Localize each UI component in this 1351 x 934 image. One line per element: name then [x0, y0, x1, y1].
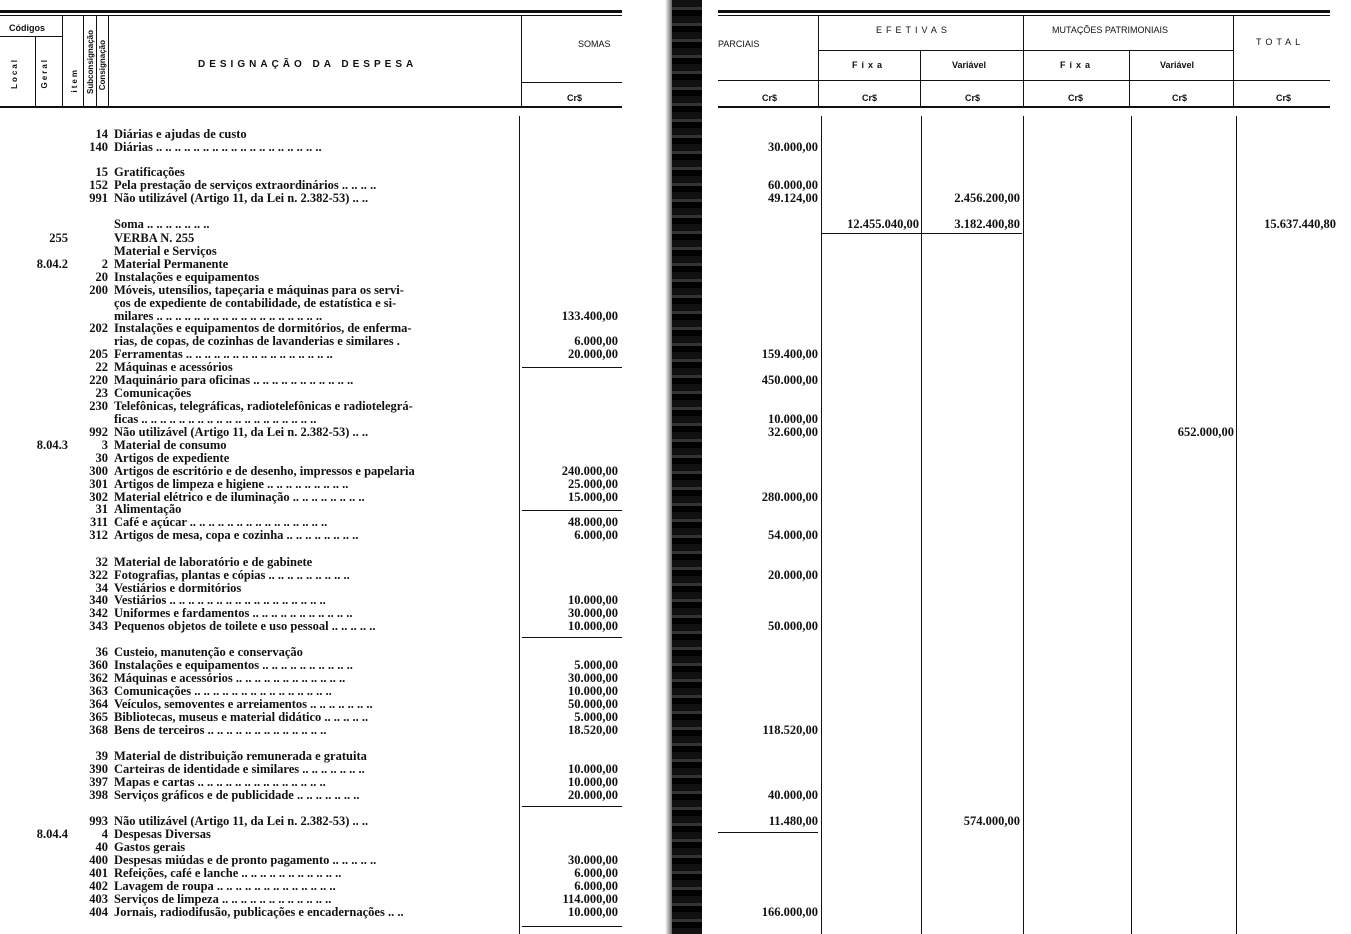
cell-desc: Não utilizável (Artigo 11, da Lei n. 2.382-53) .. ..: [114, 815, 369, 828]
cell-desc: Pela prestação de serviços extraordinários .. .. .. ..: [114, 179, 377, 192]
cell-code: 14: [95, 128, 108, 141]
cell-code: 205: [89, 348, 108, 361]
hdr-vline-1: [35, 36, 36, 106]
cell-soma: 30.000,00: [568, 854, 618, 867]
cell-code: 301: [89, 478, 108, 491]
cell-code: 39: [95, 750, 108, 763]
subtotal-rule: [822, 233, 922, 234]
cell-code: 30: [95, 452, 108, 465]
top-rule-left-thin: [0, 15, 622, 16]
header-efetivas: EFETIVAS: [876, 25, 951, 35]
cell-soma: 10.000,00: [568, 594, 618, 607]
header-designacao: DESIGNAÇÃO DA DESPESA: [198, 59, 418, 70]
cell-soma: 10.000,00: [568, 776, 618, 789]
cell-soma: 30.000,00: [568, 607, 618, 620]
cell-soma: 20.000,00: [568, 789, 618, 802]
header-mutacoes-variavel-unit: Cr$: [1172, 93, 1188, 103]
rhdr-v1: [818, 16, 819, 108]
cell-mutacoes-variavel: 652.000,00: [1177, 426, 1234, 439]
cell-code: 40: [95, 841, 108, 854]
cell-desc: Veículos, semoventes e arreiamentos .. .. .. .. .. .. ..: [114, 698, 373, 711]
cell-desc: Não utilizável (Artigo 11, da Lei n. 2.382-53) .. ..: [114, 426, 369, 439]
cell-soma: 240.000,00: [561, 465, 618, 478]
cell-soma: 6.000,00: [574, 867, 618, 880]
header-parciais: PARCIAIS: [718, 39, 760, 49]
cell-desc: Material Permanente: [114, 258, 229, 271]
cell-total: 15.637.440,80: [1264, 218, 1336, 231]
cell-desc: Mapas e cartas .. .. .. .. .. .. .. .. .. .. .. .. .. ..: [114, 776, 326, 789]
cell-desc: Maquinário para oficinas .. .. .. .. .. .. .. .. .. .. ..: [114, 374, 354, 387]
cell-code: 15: [95, 166, 108, 179]
cell-desc: Bens de terceiros .. .. .. .. .. .. .. .. .. .. .. .. ..: [114, 724, 327, 737]
cell-soma: 25.000,00: [568, 478, 618, 491]
cell-code: 36: [95, 646, 108, 659]
cell-code: 400: [89, 854, 108, 867]
body-v-total: [1236, 116, 1237, 934]
rhdr-v5: [1233, 16, 1234, 108]
cell-desc: Café e açúcar .. .. .. .. .. .. .. .. .. .. .. .. .. .. ..: [114, 516, 328, 529]
cell-code: 404: [89, 906, 108, 919]
cell-desc: Instalações e equipamentos .. .. .. .. .. .. .. .. .. ..: [114, 659, 353, 672]
header-efetivas-fixa-unit: Cr$: [862, 93, 878, 103]
hdr-vline-2: [62, 16, 63, 106]
cell-code: 22: [95, 361, 108, 374]
subtotal-rule: [922, 233, 1022, 234]
top-rule-right: [718, 10, 1330, 13]
cell-code: 31: [95, 503, 108, 516]
somas-rule: [522, 82, 622, 83]
header-mutacoes: MUTAÇÕES PATRIMONIAIS: [1052, 25, 1169, 35]
cell-parcial: 30.000,00: [768, 141, 818, 154]
header-mutacoes-variavel: Variável: [1160, 60, 1195, 70]
cell-efetivas-variavel: 2.456.200,00: [954, 192, 1020, 205]
cell-parcial: 32.600,00: [768, 426, 818, 439]
cell-desc: Não utilizável (Artigo 11, da Lei n. 2.382-53) .. ..: [114, 192, 369, 205]
cell-soma: 6.000,00: [574, 335, 618, 348]
cell-code: 402: [89, 880, 108, 893]
cell-parcial: 166.000,00: [761, 906, 818, 919]
header-bottom-left: [0, 106, 622, 108]
subtotal-rule: [522, 926, 622, 927]
cell-parcial: 11.480,00: [768, 815, 818, 828]
header-codigos: Códigos: [9, 23, 45, 33]
cell-desc: Despesas Diversas: [114, 828, 211, 841]
cell-code: 220: [89, 374, 108, 387]
cell-code: 23: [95, 387, 108, 400]
header-somas: SOMAS: [578, 39, 611, 49]
rhdr-v3: [1023, 16, 1024, 108]
subtotal-rule: [522, 367, 622, 368]
cell-code: 3: [101, 439, 108, 452]
cell-parcial: 49.124,00: [768, 192, 818, 205]
cell-efetivas-fixa: 12.455.040,00: [847, 218, 919, 231]
cell-desc: Móveis, utensílios, tapeçaria e máquinas para os servi-: [114, 284, 404, 297]
cell-soma: 20.000,00: [568, 348, 618, 361]
cell-local: 8.04.2: [36, 258, 68, 271]
cell-desc: Refeições, café e lanche .. .. .. .. .. .. .. .. .. .. ..: [114, 867, 342, 880]
cell-code: 390: [89, 763, 108, 776]
cell-code: 362: [89, 672, 108, 685]
cell-desc: Fotografias, plantas e cópias .. .. .. .. .. .. .. .. ..: [114, 569, 350, 582]
cell-desc: Despesas miúdas e de pronto pagamento .. .. .. .. ..: [114, 854, 377, 867]
rhdr-v4: [1129, 50, 1130, 108]
cell-code: 343: [89, 620, 108, 633]
cell-code: 993: [89, 815, 108, 828]
cell-code: 364: [89, 698, 108, 711]
cell-code: 230: [89, 400, 108, 413]
cell-soma: 15.000,00: [568, 491, 618, 504]
body-v-parciais: [821, 116, 822, 934]
cell-code: 342: [89, 607, 108, 620]
header-mutacoes-fixa-unit: Cr$: [1068, 93, 1084, 103]
header-consignacao: Consignação: [98, 40, 107, 91]
cell-parcial: 450.000,00: [761, 374, 818, 387]
cell-soma: 114.000,00: [562, 893, 618, 906]
rhdr-h1: [818, 50, 1233, 51]
header-parciais-unit: Cr$: [762, 93, 778, 103]
cell-desc: Soma .. .. .. .. .. .. ..: [114, 218, 210, 231]
cell-desc: VERBA N. 255: [114, 232, 195, 245]
cell-soma: 50.000,00: [568, 698, 618, 711]
cell-desc: Comunicações .. .. .. .. .. .. .. .. .. .. .. .. .. .. ..: [114, 685, 332, 698]
subtotal-rule: [718, 832, 818, 833]
cell-soma: 10.000,00: [568, 906, 618, 919]
cell-desc: Lavagem de roupa .. .. .. .. .. .. .. .. .. .. .. .. ..: [114, 880, 336, 893]
cell-code: 311: [89, 516, 108, 529]
cell-soma: 5.000,00: [574, 711, 618, 724]
subtotal-rule: [522, 806, 622, 807]
cell-desc: Jornais, radiodifusão, publicações e encadernações .. ..: [114, 906, 404, 919]
cell-parcial: 10.000,00: [768, 413, 818, 426]
cell-code: 403: [89, 893, 108, 906]
cell-desc: Telefônicas, telegráficas, radiotelefônicas e radiotelegrá-: [114, 400, 413, 413]
hdr-vline-3: [83, 16, 84, 106]
cell-soma: 10.000,00: [568, 620, 618, 633]
cell-desc: Material elétrico e de iluminação .. .. .. .. .. .. .. ..: [114, 491, 365, 504]
cell-code: 322: [89, 569, 108, 582]
cell-code: 20: [95, 271, 108, 284]
header-item: item: [70, 68, 79, 93]
rhdr-v2: [920, 50, 921, 108]
cell-desc: Serviços de limpeza .. .. .. .. .. .. .. .. .. .. .. ..: [114, 893, 332, 906]
cell-soma: 30.000,00: [568, 672, 618, 685]
header-bottom-right: [718, 106, 1330, 108]
cell-soma: 48.000,00: [568, 516, 618, 529]
cell-parcial: 50.000,00: [768, 620, 818, 633]
header-local: Local: [10, 58, 19, 89]
rhdr-h2: [718, 80, 1330, 81]
cell-desc: Material de laboratório e de gabinete: [114, 556, 313, 569]
cell-desc: Comunicações: [114, 387, 192, 400]
cell-code: 991: [89, 192, 108, 205]
body-v-ef-var: [1023, 116, 1024, 934]
cell-parcial: 280.000,00: [761, 491, 818, 504]
cell-soma: 5.000,00: [574, 659, 618, 672]
cell-code: 398: [89, 789, 108, 802]
page-gutter: [672, 0, 702, 934]
cell-local: 8.04.3: [36, 439, 68, 452]
header-efetivas-fixa: Fixa: [852, 60, 887, 70]
cell-desc: Material de consumo: [114, 439, 227, 452]
cell-code: 397: [89, 776, 108, 789]
cell-desc: Custeio, manutenção e conservação: [114, 646, 303, 659]
hdr-vline-5: [108, 16, 109, 106]
header-subconsignacao: Subconsignação: [86, 30, 95, 95]
cell-desc: rias, de copas, de cozinhas de lavanderias e similares .: [114, 335, 400, 348]
header-somas-unit: Cr$: [567, 93, 583, 103]
cell-code: 4: [101, 828, 108, 841]
codigos-rule: [0, 36, 62, 37]
cell-desc: Uniformes e fardamentos .. .. .. .. .. .. .. .. .. .. ..: [114, 607, 353, 620]
cell-code: 32: [95, 556, 108, 569]
cell-local: 8.04.4: [36, 828, 68, 841]
cell-desc: Alimentação: [114, 503, 182, 516]
cell-soma: 10.000,00: [568, 763, 618, 776]
cell-code: 312: [89, 529, 108, 542]
cell-desc: Bibliotecas, museus e material didático .. .. .. .. ..: [114, 711, 369, 724]
cell-desc: milares .. .. .. .. .. .. .. .. .. .. .. .. .. .. .. .. .. ..: [114, 310, 323, 323]
cell-desc: Gastos gerais: [114, 841, 186, 854]
cell-code: 152: [89, 179, 108, 192]
body-v-ef-fixa: [921, 116, 922, 934]
hdr-vline-4: [96, 16, 97, 106]
cell-code: 363: [89, 685, 108, 698]
cell-desc: Carteiras de identidade e similares .. .. .. .. .. .. ..: [114, 763, 365, 776]
cell-desc: Ferramentas .. .. .. .. .. .. .. .. .. .. .. .. .. .. .. ..: [114, 348, 333, 361]
cell-desc: ços de expediente de contabilidade, de estatística e si-: [114, 297, 397, 310]
cell-desc: Vestiários e dormitórios: [114, 582, 242, 595]
header-geral: Geral: [40, 58, 49, 89]
cell-code: 401: [89, 867, 108, 880]
cell-code: 360: [89, 659, 108, 672]
cell-desc: ficas .. .. .. .. .. .. .. .. .. .. .. .. .. .. .. .. .. .. ..: [114, 413, 317, 426]
cell-desc: Instalações e equipamentos de dormitórios, de enferma-: [114, 322, 412, 335]
cell-desc: Artigos de mesa, copa e cozinha .. .. .. .. .. .. .. ..: [114, 529, 359, 542]
cell-code: 368: [89, 724, 108, 737]
hdr-vline-6: [521, 16, 522, 106]
cell-code: 200: [89, 284, 108, 297]
cell-parcial: 60.000,00: [768, 179, 818, 192]
cell-parcial: 40.000,00: [768, 789, 818, 802]
cell-code: 302: [89, 491, 108, 504]
cell-code: 340: [89, 594, 108, 607]
cell-desc: Máquinas e acessórios: [114, 361, 233, 374]
body-v-mp-var: [1131, 116, 1132, 934]
cell-soma: 10.000,00: [568, 685, 618, 698]
cell-desc: Diárias .. .. .. .. .. .. .. .. .. .. .. .. .. .. .. .. .. ..: [114, 141, 322, 154]
cell-soma: 6.000,00: [574, 529, 618, 542]
cell-desc: Serviços gráficos e de publicidade .. .. .. .. .. .. ..: [114, 789, 360, 802]
cell-desc: Pequenos objetos de toilete e uso pessoal .. .. .. .. ..: [114, 620, 376, 633]
top-rule-right-thin: [718, 15, 1330, 16]
cell-soma: 18.520,00: [568, 724, 618, 737]
cell-desc: Artigos de expediente: [114, 452, 230, 465]
cell-code: 992: [89, 426, 108, 439]
cell-desc: Material de distribuição remunerada e gratuita: [114, 750, 367, 763]
cell-soma: 6.000,00: [574, 880, 618, 893]
cell-efetivas-variavel: 574.000,00: [963, 815, 1020, 828]
cell-parcial: 54.000,00: [768, 529, 818, 542]
cell-code: 202: [89, 322, 108, 335]
cell-desc: Artigos de limpeza e higiene .. .. .. .. .. .. .. .. ..: [114, 478, 349, 491]
cell-code: 140: [89, 141, 108, 154]
cell-parcial: 159.400,00: [761, 348, 818, 361]
cell-desc: Material e Serviços: [114, 245, 217, 258]
cell-local: 255: [49, 232, 68, 245]
header-total-unit: Cr$: [1276, 93, 1292, 103]
subtotal-rule: [522, 637, 622, 638]
cell-desc: Diárias e ajudas de custo: [114, 128, 247, 141]
cell-desc: Vestiários .. .. .. .. .. .. .. .. .. .. .. .. .. .. .. .. ..: [114, 594, 326, 607]
cell-parcial: 20.000,00: [768, 569, 818, 582]
cell-code: 300: [89, 465, 108, 478]
header-total: TOTAL: [1256, 37, 1305, 47]
cell-code: 365: [89, 711, 108, 724]
cell-code: 34: [95, 582, 108, 595]
cell-desc: Máquinas e acessórios .. .. .. .. .. .. .. .. .. .. .. ..: [114, 672, 346, 685]
cell-efetivas-variavel: 3.182.400,80: [954, 218, 1020, 231]
cell-parcial: 118.520,00: [762, 724, 818, 737]
cell-desc: Artigos de escritório e de desenho, impressos e papelaria: [114, 465, 415, 478]
cell-desc: Instalações e equipamentos: [114, 271, 260, 284]
header-efetivas-variavel: Variável: [952, 60, 987, 70]
header-efetivas-variavel-unit: Cr$: [965, 93, 981, 103]
header-mutacoes-fixa: Fixa: [1060, 60, 1095, 70]
top-rule-left: [0, 10, 622, 13]
cell-desc: Gratificações: [114, 166, 185, 179]
cell-code: 2: [101, 258, 108, 271]
cell-soma: 133.400,00: [561, 310, 618, 323]
subtotal-rule: [522, 510, 622, 511]
